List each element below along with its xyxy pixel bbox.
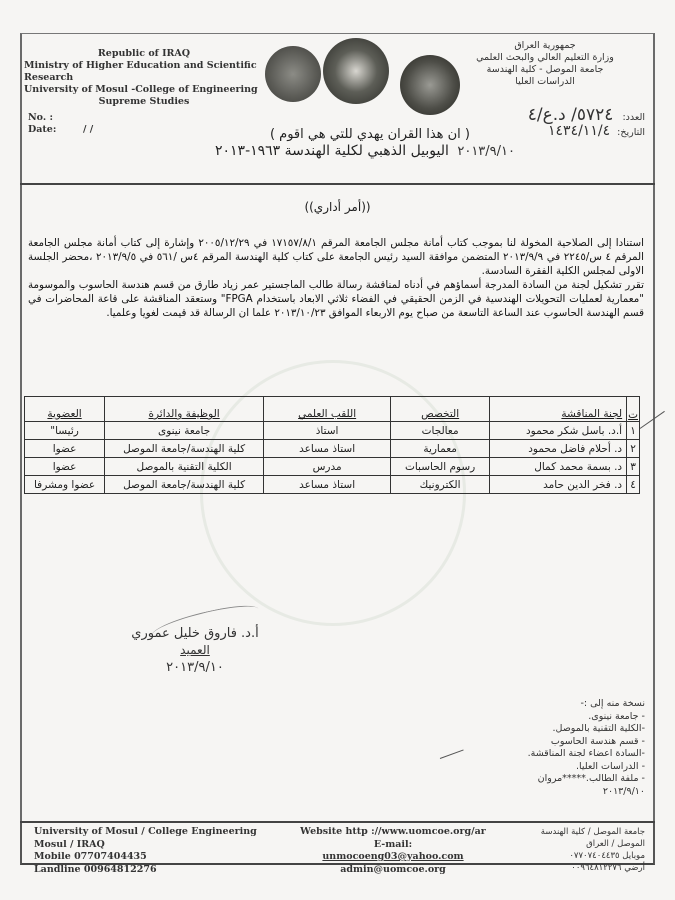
member-title: استاذ مساعد	[264, 440, 391, 458]
dean-position: العميد	[180, 643, 210, 657]
footer-landline: Landline 00964812276	[34, 863, 157, 875]
col-header-academic-title: اللقب العلمي	[264, 397, 391, 422]
row-index: ٤	[627, 476, 640, 494]
footer-email-admin[interactable]: admin@uomcoe.org	[340, 863, 446, 875]
jubilee-text: اليوبيل الذهبي لكلية الهندسة ١٩٦٣-٢٠١٣	[214, 143, 449, 159]
copy-recipient: -السادة اعضاء لجنة المناقشة.	[527, 748, 645, 759]
gregorian-date-handwritten: ٢٠١٣/٩/١٠	[457, 144, 515, 159]
copy-recipient: - قسم هندسة الحاسوب	[550, 735, 645, 747]
footer-arabic-address	[541, 826, 645, 874]
arabic-date-line	[544, 123, 645, 139]
english-ministry: Ministry of Higher Education and Scientific Research	[24, 60, 257, 83]
footer-email-label: E-mail:	[373, 838, 413, 850]
table-row	[25, 476, 640, 494]
member-specialty: معالجات	[391, 422, 490, 440]
col-header-membership: العضوية	[25, 397, 105, 422]
member-job: الكلية التقنية بالموصل	[105, 458, 264, 476]
col-header-job: الوظيفة والدائرة	[105, 397, 264, 422]
copy-recipient: - ملفة الطالب.*****مروان	[537, 773, 645, 784]
english-department: Supreme Studies	[98, 96, 190, 107]
footer-ar-landline: أرضي ٠٠٩٦٤٨١٢٢٧٦	[571, 863, 645, 873]
footer-ar-mobile: موبايل ٠٧٧٠٧٤٠٤٤٣٥	[569, 851, 645, 861]
committee-decision-paragraph: تقرر تشكيل لجنة من السادة المدرجة أسماؤهم في أدناه لمناقشة رسالة طالب الماجستير عمر زياد طارق من قسم هندسة الحاسوب والموسومة "معمارية لعمليات التحويلات الهندسية في الزمن الحقيقي في الفضاء ثلاثي الابعاد باستخدام FPGA" وستعقد المناقشة على قاعة المحاضرات في قسم الهندسة الحاسوب عند الساعة التاسعة من صباح يوم الاربعاء الموافق ٢٠١٣/١٠/٢٣ علما ان الرسالة قد قيمت لغويا وعلميا.	[28, 279, 644, 319]
copy-recipient: - الدراسات العليا.	[575, 760, 645, 772]
row-index: ١	[627, 422, 640, 440]
footer-english-address	[34, 826, 257, 876]
date-label: Date:	[28, 124, 57, 135]
col-header-specialty: التخصص	[391, 397, 490, 422]
arabic-country: جمهورية العراق	[514, 40, 576, 51]
footer-website[interactable]: Website http ://www.uomcoe.org/ar	[300, 826, 486, 837]
row-index: ٢	[627, 440, 640, 458]
number-label: العدد:	[622, 112, 645, 123]
table-row	[25, 458, 640, 476]
member-title: استاذ	[264, 422, 391, 440]
member-role: عضوا	[25, 440, 105, 458]
member-job: جامعة نينوى	[105, 422, 264, 440]
member-specialty: الكترونيك	[391, 476, 490, 494]
copy-recipient: - جامعة نينوى.	[588, 710, 645, 722]
header-divider	[20, 183, 655, 185]
member-name: د. بسمة محمد كمال	[490, 458, 627, 476]
member-title: استاذ مساعد	[264, 476, 391, 494]
col-header-index: ت	[627, 397, 640, 422]
arabic-number-line	[528, 105, 645, 125]
college-book-logo	[323, 38, 389, 104]
footer-institution: University of Mosul / College Engineering	[34, 826, 257, 837]
copies-heading: نسخة منه إلى :-	[580, 698, 645, 709]
row-index: ٣	[627, 458, 640, 476]
arabic-ministry: وزارة التعليم العالي والبحث العلمي	[476, 52, 614, 63]
copies-date: ٢٠١٣/٩/١٠	[602, 785, 645, 797]
member-specialty: معمارية	[391, 440, 490, 458]
table-header-row	[25, 397, 640, 422]
jubilee-line	[215, 143, 515, 159]
copies-list	[455, 698, 645, 798]
arabic-letterhead	[445, 40, 645, 88]
english-university: University of Mosul -College of Engineering	[24, 84, 258, 95]
col-header-committee: لجنة المناقشة	[490, 397, 627, 422]
english-country: Republic of IRAQ	[97, 48, 191, 59]
arabic-department: الدراسات العليا	[515, 76, 575, 87]
member-name: د. أحلام فاضل محمود	[490, 440, 627, 458]
footer-contact	[288, 826, 498, 876]
member-role: عضوا	[25, 458, 105, 476]
arabic-university: جامعة الموصل - كلية الهندسة	[486, 64, 604, 75]
footer-city: Mosul / IRAQ	[34, 838, 105, 850]
member-role: عضوا ومشرفا	[25, 476, 105, 494]
member-name: د. فخر الدين حامد	[490, 476, 627, 494]
english-ref-block	[28, 112, 94, 136]
english-letterhead	[24, 48, 264, 108]
signature-date: ٢٠١٣/٩/١٠	[166, 660, 224, 675]
hijri-date-handwritten: ١٤٣٤/١١/٤	[548, 123, 611, 139]
copy-recipient: -الكلية التقنية بالموصل.	[552, 723, 645, 734]
dean-name: أ.د. فاروق خليل عموري	[131, 626, 259, 641]
dean-signature-block	[95, 625, 295, 676]
member-role: رئيسا"	[25, 422, 105, 440]
arabic-date-label: التاريخ:	[617, 127, 645, 138]
member-specialty: رسوم الحاسبات	[391, 458, 490, 476]
member-job: كلية الهندسة/جامعة الموصل	[105, 440, 264, 458]
table-row	[25, 440, 640, 458]
number-value-handwritten: ٥٧٢٤/ د.ع/٤	[527, 105, 614, 125]
document-title: ((أمر أداري))	[304, 200, 371, 214]
member-job: كلية الهندسة/جامعة الموصل	[105, 476, 264, 494]
document-body	[28, 236, 644, 320]
member-title: مدرس	[264, 458, 391, 476]
date-slashes: / /	[83, 124, 94, 135]
table-row	[25, 422, 640, 440]
footer-ar-city: الموصل / العراق	[586, 839, 645, 849]
authority-paragraph: استنادا إلى الصلاحية المخولة لنا بموجب كتاب أمانة مجلس الجامعة المرقم ١٧١٥٧/٨/١ في ٢٠٠٥/١٢/٢٩ وإشارة إلى كتاب أمانة مجلس الجامعة المرقم ٤ س/٢٢٤٥ في ٢٠١٣/٩/٩ المتضمن موافقة السيد رئيس الجامعة على كتاب كلية الهندسة المرقم ٤س /٥٦١ في ٢٠١٣/٩/٥ ،محضر الجلسة الاولى لمجلس الكلية الفقرة السادسة.	[28, 237, 644, 277]
committee-table	[24, 396, 640, 494]
footer-email-link[interactable]: unmocoeng03@yahoo.com	[322, 851, 464, 862]
footer-ar-institution: جامعة الموصل / كلية الهندسة	[540, 827, 645, 837]
quran-motto: ( ان هذا القران يهدي للتي هي اقوم )	[269, 127, 470, 142]
footer-mobile: Mobile 07707404435	[34, 851, 147, 862]
no-label: No. :	[28, 112, 53, 123]
member-name: أ.د. باسل شكر محمود	[490, 422, 627, 440]
university-seal-logo	[265, 46, 321, 102]
